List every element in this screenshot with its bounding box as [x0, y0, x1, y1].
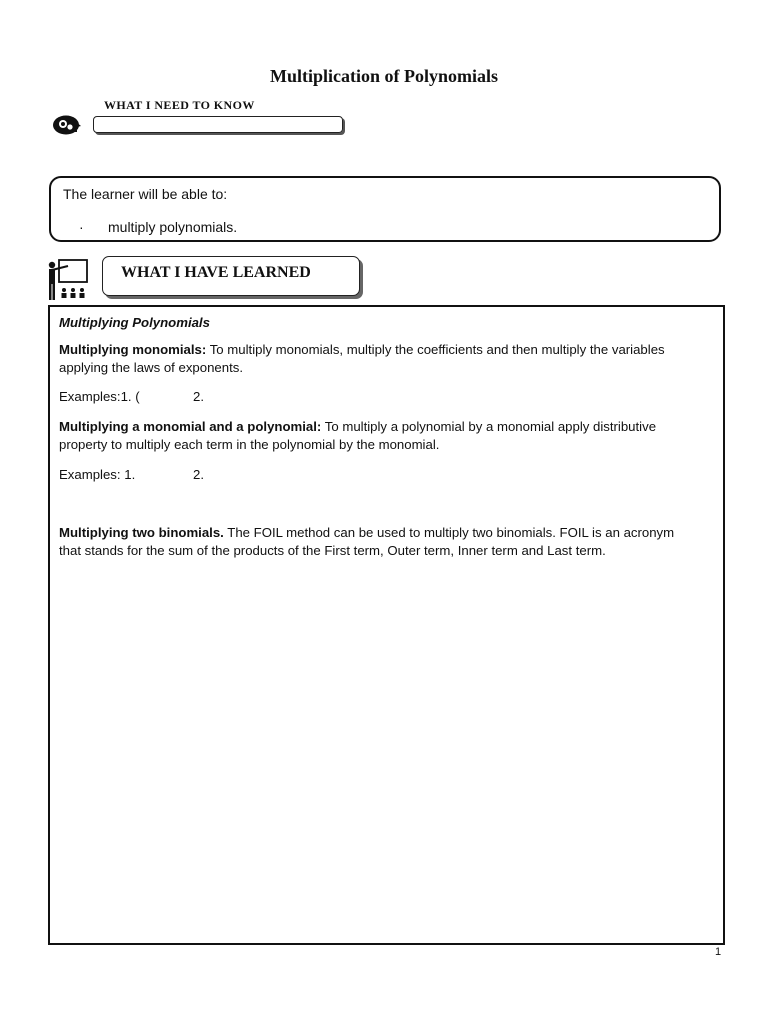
section-title: Multiplying Polynomials	[59, 315, 210, 330]
page-number: 1	[715, 946, 722, 958]
monomials-text-line2: applying the laws of exponents.	[59, 360, 244, 375]
binomials-text-line1: The FOIL method can be used to multiply two binomials. FOIL is an acronym	[223, 525, 675, 540]
lesson-content-box	[48, 305, 725, 945]
bullet-icon: ·	[79, 219, 84, 235]
monomials-examples-label: Examples:1. (	[59, 389, 140, 404]
binomials-text-line2: that stands for the sum of the products of the First term, Outer term, Inner term and Last term.	[59, 543, 606, 558]
objectives-box	[49, 176, 721, 242]
head-gears-icon	[50, 114, 86, 136]
objective-item: multiply polynomials.	[108, 219, 238, 235]
monomials-example-2: 2.	[193, 389, 204, 404]
binomials-paragraph	[59, 524, 719, 542]
page-title: Multiplication of Polynomials	[269, 66, 498, 86]
learned-title: WHAT I HAVE LEARNED	[121, 264, 311, 281]
monomial-polynomial-paragraph	[59, 418, 719, 436]
what-i-have-learned-header	[102, 256, 360, 296]
objectives-lead: The learner will be able to:	[63, 186, 228, 202]
teacher-board-icon	[46, 258, 92, 302]
monomial-polynomial-text-line2: property to multiply each term in the polynomial by the monomial.	[59, 437, 440, 452]
monomial-polynomial-example-2: 2.	[193, 467, 204, 482]
need-to-know-bar	[93, 116, 343, 133]
need-to-know-label: WHAT I NEED TO KNOW	[104, 98, 255, 112]
monomial-polynomial-examples-label: Examples: 1.	[59, 467, 136, 482]
monomials-term: Multiplying monomials:	[59, 342, 207, 357]
binomials-term: Multiplying two binomials.	[59, 525, 224, 540]
monomials-paragraph	[59, 341, 719, 359]
monomials-text-line1: To multiply monomials, multiply the coefficients and then multiply the variables	[206, 342, 665, 357]
monomial-polynomial-term: Multiplying a monomial and a polynomial:	[59, 419, 322, 434]
monomial-polynomial-text-line1: To multiply a polynomial by a monomial apply distributive	[321, 419, 657, 434]
